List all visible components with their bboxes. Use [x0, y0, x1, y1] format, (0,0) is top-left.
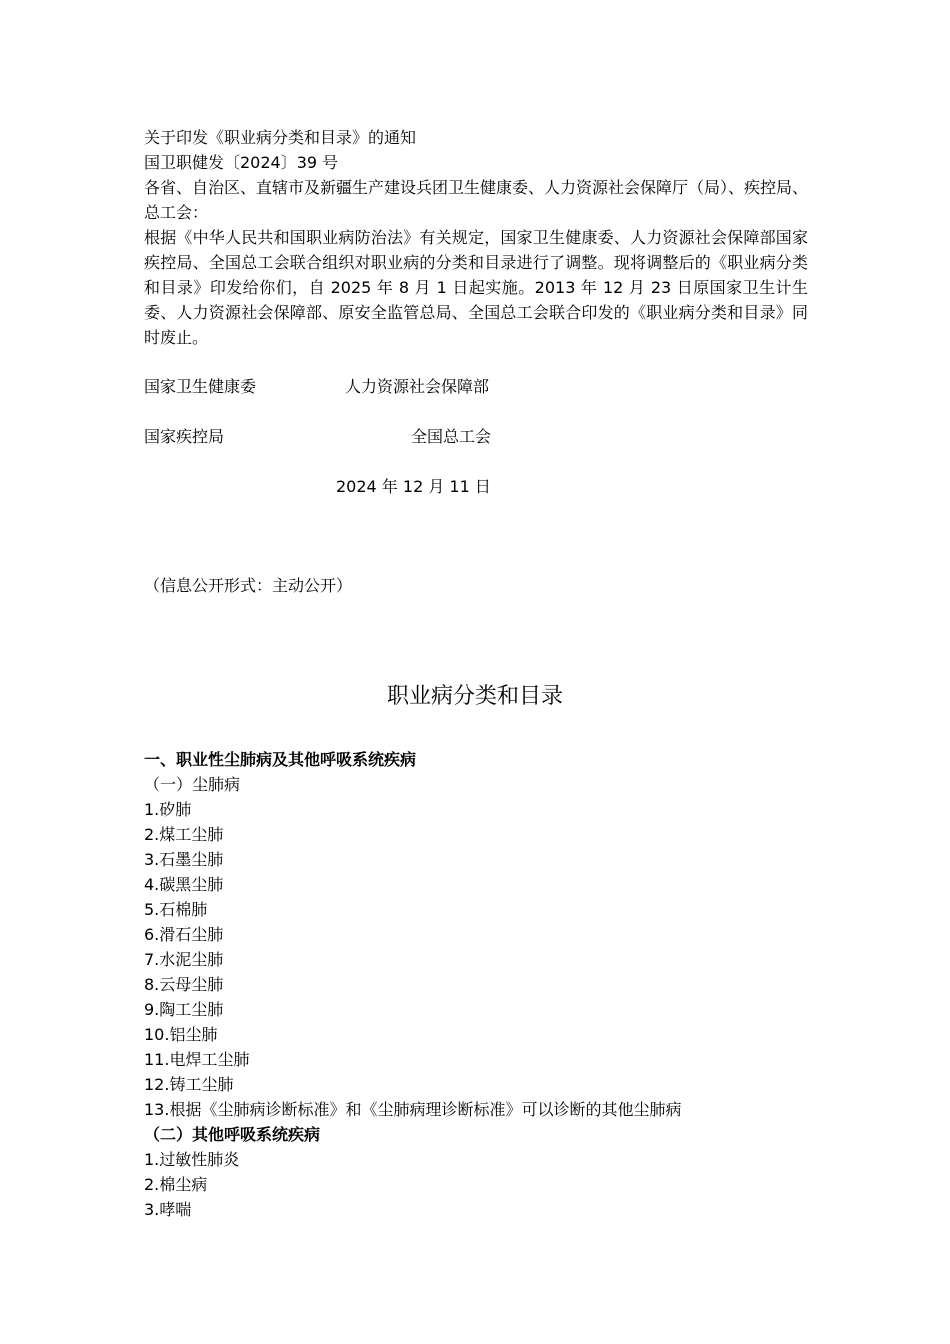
addressees: 各省、自治区、直辖市及新疆生产建设兵团卫生健康委、人力资源社会保障厅（局）、疾控局、总工会：	[144, 178, 809, 222]
list-item: 12.铸工尘肺	[144, 1075, 234, 1094]
list-item: 2.煤工尘肺	[144, 825, 224, 844]
signatory-disease-control: 国家疾控局	[144, 427, 225, 446]
disclosure-note: （信息公开形式：主动公开）	[144, 576, 353, 595]
list-item: 3.石墨尘肺	[144, 850, 224, 869]
notice-body: 根据《中华人民共和国职业病防治法》有关规定，国家卫生健康委、人力资源社会保障部国家疾控局、全国总工会联合组织对职业病的分类和目录进行了调整。现将调整后的《职业病分类和目录》印发给你们，自 2025 年 8 月 1 日起实施。2013 年 12 月 23 日原国家卫生计生委、人力资源社会保障部、原安全监管总局、全国总工会联合印发的《职业病分类和目录》同时废止。	[144, 228, 808, 347]
signatory-trade-union: 全国总工会	[411, 427, 492, 446]
issue-date: 2024 年 12 月 11 日	[336, 477, 491, 496]
signatory-health-commission: 国家卫生健康委	[144, 377, 257, 396]
notice-title: 关于印发《职业病分类和目录》的通知	[144, 128, 417, 147]
signatory-hr-ministry: 人力资源社会保障部	[345, 377, 490, 396]
list-item: 8.云母尘肺	[144, 975, 224, 994]
list-item: 3.哮喘	[144, 1200, 192, 1219]
list-item: 4.碳黑尘肺	[144, 875, 224, 894]
subsection-heading: （二）其他呼吸系统疾病	[144, 1125, 321, 1144]
subsection-heading: （一）尘肺病	[144, 775, 241, 794]
list-item: 11.电焊工尘肺	[144, 1050, 250, 1069]
list-item: 1.过敏性肺炎	[144, 1150, 240, 1169]
list-item: 1.矽肺	[144, 800, 192, 819]
notice-header	[144, 125, 808, 350]
list-item: 6.滑石尘肺	[144, 925, 224, 944]
list-item: 2.棉尘病	[144, 1175, 208, 1194]
list-item: 13.根据《尘肺病诊断标准》和《尘肺病理诊断标准》可以诊断的其他尘肺病	[144, 1100, 682, 1119]
section-heading: 一、职业性尘肺病及其他呼吸系统疾病	[144, 750, 417, 769]
list-item: 7.水泥尘肺	[144, 950, 224, 969]
list-item: 10.铝尘肺	[144, 1025, 218, 1044]
catalog-title: 职业病分类和目录	[386, 684, 563, 709]
catalog-list	[144, 747, 844, 1222]
list-item: 9.陶工尘肺	[144, 1000, 224, 1019]
list-item: 5.石棉肺	[144, 900, 208, 919]
doc-number: 国卫职健发〔2024〕39 号	[144, 153, 339, 172]
